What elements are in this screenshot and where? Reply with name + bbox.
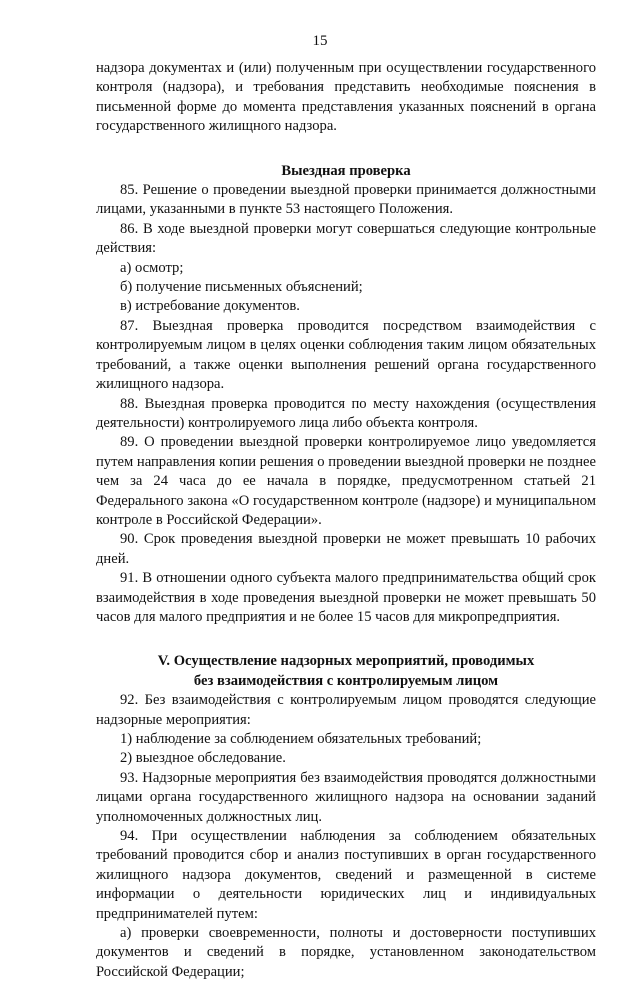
paragraph-85: 85. Решение о проведении выездной проверки принимается должностными лицами, указанными в пункте 53 настоящего Положения. bbox=[96, 182, 596, 218]
paragraph-88: 88. Выездная проверка проводится по месту нахождения (осуществления деятельности) контролируемого лица либо объекта контроля. bbox=[96, 395, 596, 431]
paragraph-90: 90. Срок проведения выездной проверки не может превышать 10 рабочих дней. bbox=[96, 531, 596, 567]
paragraph-94: 94. При осуществлении наблюдения за соблюдением обязательных требований проводится сбор и анализ поступивших в орган государственного жилищного надзора документов, сведений и размещенной в системе информации о деятельности юридических лиц и индивидуальных предпринимателей путем: bbox=[96, 828, 596, 922]
page-number: 15 bbox=[312, 33, 328, 49]
list-item-86-a: а) осмотр; bbox=[120, 259, 184, 276]
list-item-86-c: в) истребование документов. bbox=[120, 298, 300, 315]
intro-paragraph: надзора документах и (или) полученным при осуществлении государственного контроля (надзора), и требования представить необходимые пояснения в письменной форме до момента представления указанных пояснений в органа государственного жилищного надзора. bbox=[96, 60, 596, 135]
section-heading-exit-inspection: Выездная проверка bbox=[281, 162, 411, 179]
paragraph-91: 91. В отношении одного субъекта малого предпринимательства общий срок взаимодействия в ходе проведения выездной проверки не может превышать 50 часов для малого предприятия и не более 15 часов для микропредприятия. bbox=[96, 570, 596, 625]
paragraph-89: 89. О проведении выездной проверки контролируемое лицо уведомляется путем направления копии решения о проведении выездной проверки не позднее чем за 24 часа до ее начала в порядке, предусмотренном статьей 21 Федерального закона «О государственном контроле (надзоре) и муниципальном контроле в Российской Федерации». bbox=[96, 434, 596, 528]
section-heading-v-line-2: без взаимодействия с контролируемым лицом bbox=[193, 672, 499, 689]
paragraph-93: 93. Надзорные мероприятия без взаимодействия проводятся должностными лицами органа государственного жилищного надзора на основании заданий уполномоченных должностных лиц. bbox=[96, 769, 596, 825]
document-body bbox=[96, 59, 596, 982]
list-item-86-b: б) получение письменных объяснений; bbox=[120, 279, 363, 296]
section-heading-v-line-1: V. Осуществление надзорных мероприятий, проводимых bbox=[157, 653, 535, 670]
paragraph-92: 92. Без взаимодействия с контролируемым лицом проводятся следующие надзорные мероприятия: bbox=[96, 692, 596, 728]
paragraph-86: 86. В ходе выездной проверки могут совершаться следующие контрольные действия: bbox=[96, 220, 596, 257]
paragraph-87: 87. Выездная проверка проводится посредством взаимодействия с контролируемым лицом в целях оценки соблюдения таким лицом обязательных требований, а также оценки выполнения решений органа государственного жилищного надзора. bbox=[96, 317, 596, 393]
list-item-94-a: а) проверки своевременности, полноты и достоверности поступивших документов и сведений в порядке, установленном законодательством Российской Федерации; bbox=[96, 925, 596, 980]
list-item-92-2: 2) выездное обследование. bbox=[120, 750, 286, 767]
list-item-92-1: 1) наблюдение за соблюдением обязательных требований; bbox=[120, 731, 482, 747]
